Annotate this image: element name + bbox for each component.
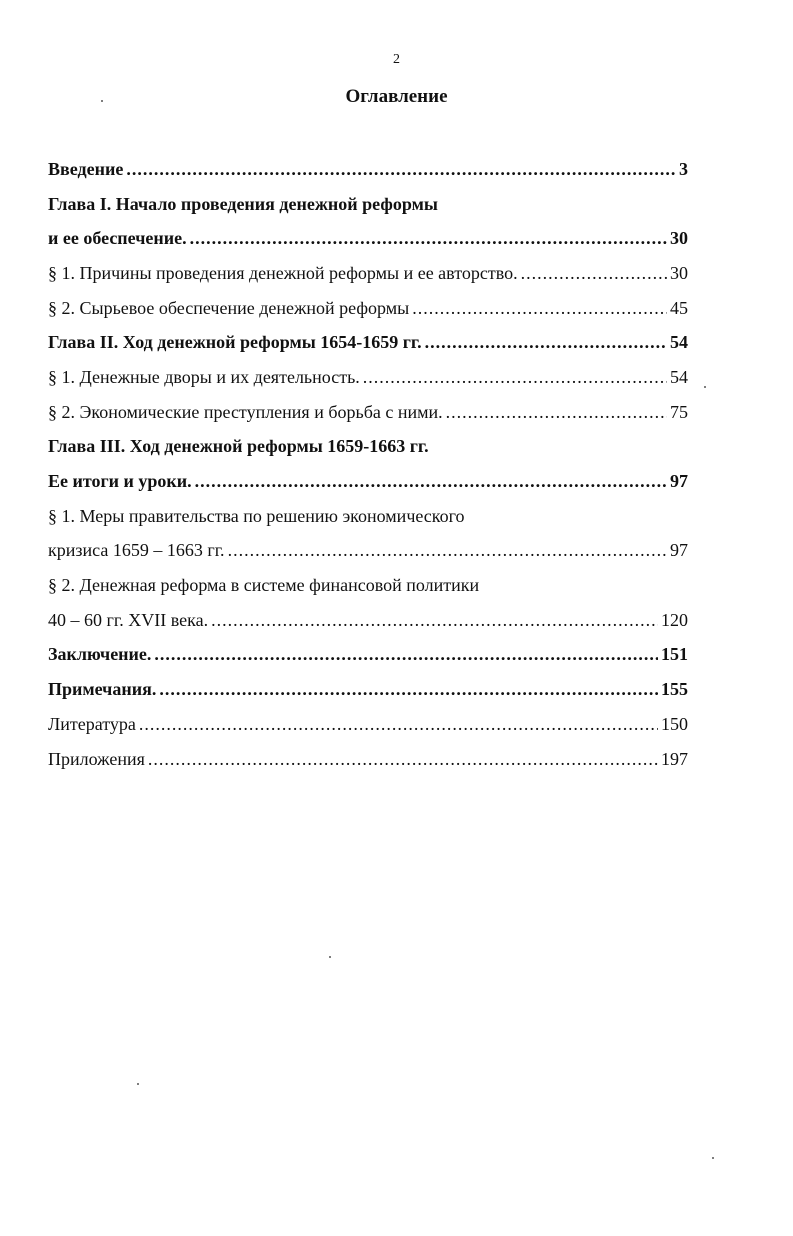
toc-entry-page: 97 (670, 540, 688, 561)
toc-entry-page: 150 (661, 713, 688, 734)
toc-entry-page: 197 (661, 748, 688, 769)
toc-dot-leader (228, 540, 667, 561)
toc-entry (48, 152, 688, 187)
toc-entry-label: 40 – 60 гг. XVII века. (48, 609, 209, 630)
toc-entry-label: Ее итоги и уроки. (48, 471, 192, 492)
toc-entry-page: 30 (670, 228, 688, 249)
toc-entry (48, 707, 688, 742)
toc-entry-label: Литература (48, 713, 136, 734)
toc-dot-leader (446, 402, 667, 423)
toc-entry-label: Заключение. (48, 644, 152, 665)
page-title: Оглавление (345, 86, 448, 107)
toc-dot-leader (190, 228, 667, 249)
toc-entry (48, 603, 688, 638)
toc-entry-label: кризиса 1659 – 1663 гг. (48, 540, 225, 561)
toc-entry-page: 54 (670, 332, 688, 353)
toc-entry-label: § 2. Сырьевое обеспечение денежной реформы (48, 297, 410, 318)
toc-entry (48, 187, 688, 222)
toc-entry-label: § 2. Экономические преступления и борьба с ними. (48, 401, 443, 422)
toc-entry-label: Введение (48, 158, 124, 179)
toc-entry-label: § 1. Причины проведения денежной реформы и ее авторство. (48, 262, 518, 283)
toc-entry-label: и ее обеспечение. (48, 228, 187, 249)
toc-entry-label: Примечания. (48, 679, 157, 700)
toc-dot-leader (195, 471, 667, 492)
toc-entry (48, 325, 688, 360)
toc-entry-page: 120 (661, 609, 688, 630)
toc-dot-leader (412, 298, 667, 319)
toc-entry-page: 151 (661, 644, 688, 665)
toc-entry-label: Глава III. Ход денежной реформы 1659-1663 гг. (48, 436, 429, 457)
toc-dot-leader (139, 714, 658, 735)
toc-dot-leader (211, 610, 658, 631)
toc-dot-leader (521, 263, 667, 284)
toc-entry (48, 534, 688, 569)
scan-speck (137, 1083, 139, 1085)
toc-dot-leader (126, 159, 676, 180)
toc-dot-leader (148, 749, 658, 770)
scan-speck (712, 1157, 714, 1159)
toc-entry (48, 499, 688, 534)
toc-entry-page: 3 (679, 158, 688, 179)
toc-entry (48, 360, 688, 395)
page-number: 2 (393, 52, 400, 67)
scan-speck (329, 956, 331, 958)
toc-entry-label: § 1. Меры правительства по решению экономического (48, 505, 465, 526)
toc-entry (48, 672, 688, 707)
toc-entry-page: 155 (661, 679, 688, 700)
toc-entry-page: 97 (670, 471, 688, 492)
toc-entry-label: Глава II. Ход денежной реформы 1654-1659 гг. (48, 332, 422, 353)
toc-entry-label: § 2. Денежная реформа в системе финансовой политики (48, 575, 480, 596)
toc-entry-page: 54 (670, 366, 688, 387)
table-of-contents (48, 152, 688, 776)
toc-entry (48, 638, 688, 673)
toc-dot-leader (154, 644, 658, 665)
scan-speck (704, 386, 706, 388)
toc-entry (48, 395, 688, 430)
toc-entry-label: Глава I. Начало проведения денежной реформы (48, 193, 438, 214)
toc-entry-label: § 1. Денежные дворы и их деятельность. (48, 366, 360, 387)
toc-dot-leader (159, 679, 658, 700)
toc-entry (48, 256, 688, 291)
toc-entry-page: 30 (670, 262, 688, 283)
toc-dot-leader (425, 332, 667, 353)
toc-entry-label: Приложения (48, 748, 145, 769)
toc-entry (48, 742, 688, 777)
toc-entry (48, 291, 688, 326)
toc-entry-page: 75 (670, 401, 688, 422)
toc-entry (48, 221, 688, 256)
scan-speck (101, 100, 103, 102)
toc-dot-leader (363, 367, 667, 388)
toc-entry (48, 464, 688, 499)
toc-entry (48, 430, 688, 465)
toc-entry (48, 568, 688, 603)
toc-entry-page: 45 (670, 297, 688, 318)
